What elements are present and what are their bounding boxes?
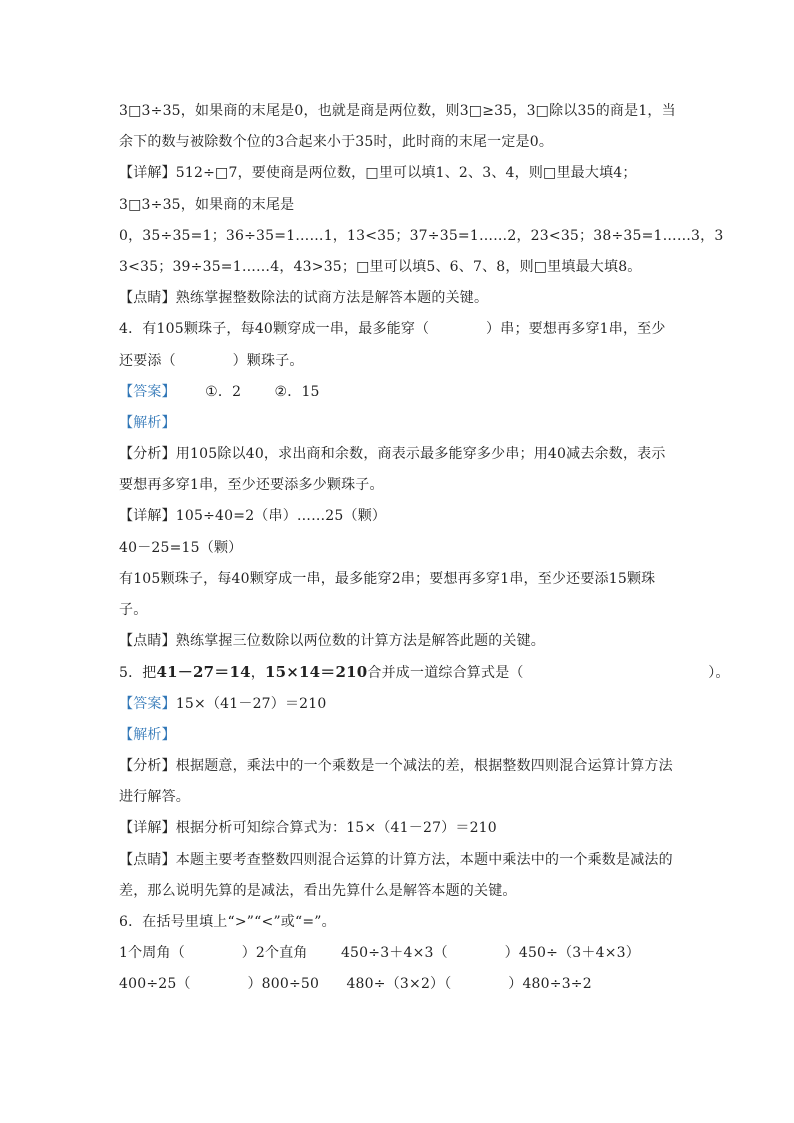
q6-row-2 xyxy=(119,969,679,1000)
q4-analysis-line-1: 【分析】用105除以40，求出商和余数，商表示最多能穿多少串；用40减去余数，表示 xyxy=(119,446,666,463)
question-4-line-1: 4．有105颗珠子，每40颗穿成一串，最多能穿（ ）串；要想再多穿1串，至少 xyxy=(119,321,666,338)
text-line: 【详解】512÷□7，要使商是两位数，□里可以填1、2、3、4，则□里最大填4； xyxy=(119,165,637,182)
answer-tag: 【答案】 xyxy=(119,383,176,400)
analysis-tag: 【解析】 xyxy=(119,414,176,431)
q5-detail-line: 【详解】根据分析可知综合算式为：15×（41－27）＝210 xyxy=(119,820,497,837)
text-line: 【点睛】熟练掌握整数除法的试商方法是解答本题的关键。 xyxy=(119,290,489,307)
answer-tag: 【答案】 xyxy=(119,695,176,712)
q5-analysis-line-1: 【分析】根据题意，乘法中的一个乘数是一个减法的差，根据整数四则混合运算计算方法 xyxy=(119,757,673,774)
q5-comment-line-1: 【点睛】本题主要考查整数四则混合运算的计算方法，本题中乘法中的一个乘数是减法的 xyxy=(119,851,673,868)
q5-analysis-line-2: 进行解答。 xyxy=(119,789,190,806)
text-line: 3□3÷35，如果商的末尾是 xyxy=(119,196,295,213)
q6-item-3: 400÷25（ ）800÷50 xyxy=(119,976,320,993)
q4-detail-line-1: 【详解】105÷40=2（串）……25（颗） xyxy=(119,508,387,525)
q6-item-4: 480÷（3×2）（ ）480÷3÷2 xyxy=(346,976,592,993)
q5-suffix: 合并成一道综合算式是（ ）。 xyxy=(367,665,730,682)
formula-1: 41－27＝14 xyxy=(156,663,251,682)
text-line: 余下的数与被除数个位的3合起来小于35时，此时商的末尾一定是0。 xyxy=(119,134,554,151)
q5-comma: ， xyxy=(250,665,265,682)
q6-item-2: 450÷3＋4×3（ ）450÷（3＋4×3） xyxy=(340,945,640,962)
q4-analysis-line-2: 要想再多穿1串，至少还要添多少颗珠子。 xyxy=(119,477,384,494)
document-page xyxy=(119,96,730,1000)
q4-detail-line-4: 子。 xyxy=(119,602,148,618)
q4-detail-line-2: 40－25=15（颗） xyxy=(119,539,243,556)
q5-prefix: 5．把 xyxy=(119,665,157,682)
answer-2: ②．15 xyxy=(274,383,320,400)
question-5-line xyxy=(119,657,730,688)
question-4-line-2: 还要添（ ）颗珠子。 xyxy=(119,352,304,369)
q5-answer: 15×（41－27）＝210 xyxy=(175,695,327,712)
text-line: 3□3÷35，如果商的末尾是0，也就是商是两位数，则3□≥35，3□除以35的商是1，当 xyxy=(119,103,676,119)
q6-item-1: 1个周角（ ）2个直角 xyxy=(119,945,308,962)
q4-comment-line: 【点睛】熟练掌握三位数除以两位数的计算方法是解答此题的关键。 xyxy=(119,633,545,650)
question-6-title: 6．在括号里填上“>”“<”或“=”。 xyxy=(119,913,336,930)
q6-row-1 xyxy=(119,938,679,969)
formula-2: 15×14＝210 xyxy=(264,663,368,682)
text-line: 0，35÷35=1；36÷35=1……1，13<35；37÷35=1……2，23<35；38÷35=1……3，3 xyxy=(119,227,724,244)
q5-comment-line-2: 差，那么说明先算的是减法，看出先算什么是解答本题的关键。 xyxy=(119,882,517,899)
q4-answer-line xyxy=(119,377,679,408)
analysis-tag: 【解析】 xyxy=(119,726,176,743)
q5-answer-line xyxy=(119,689,679,720)
q4-detail-line-3: 有105颗珠子，每40颗穿成一串，最多能穿2串；要想再多穿1串，至少还要添15颗珠 xyxy=(119,570,656,587)
text-line: 3<35；39÷35=1……4，43>35；□里可以填5、6、7、8，则□里填最大填8。 xyxy=(119,258,642,275)
answer-1: ①．2 xyxy=(205,383,242,400)
